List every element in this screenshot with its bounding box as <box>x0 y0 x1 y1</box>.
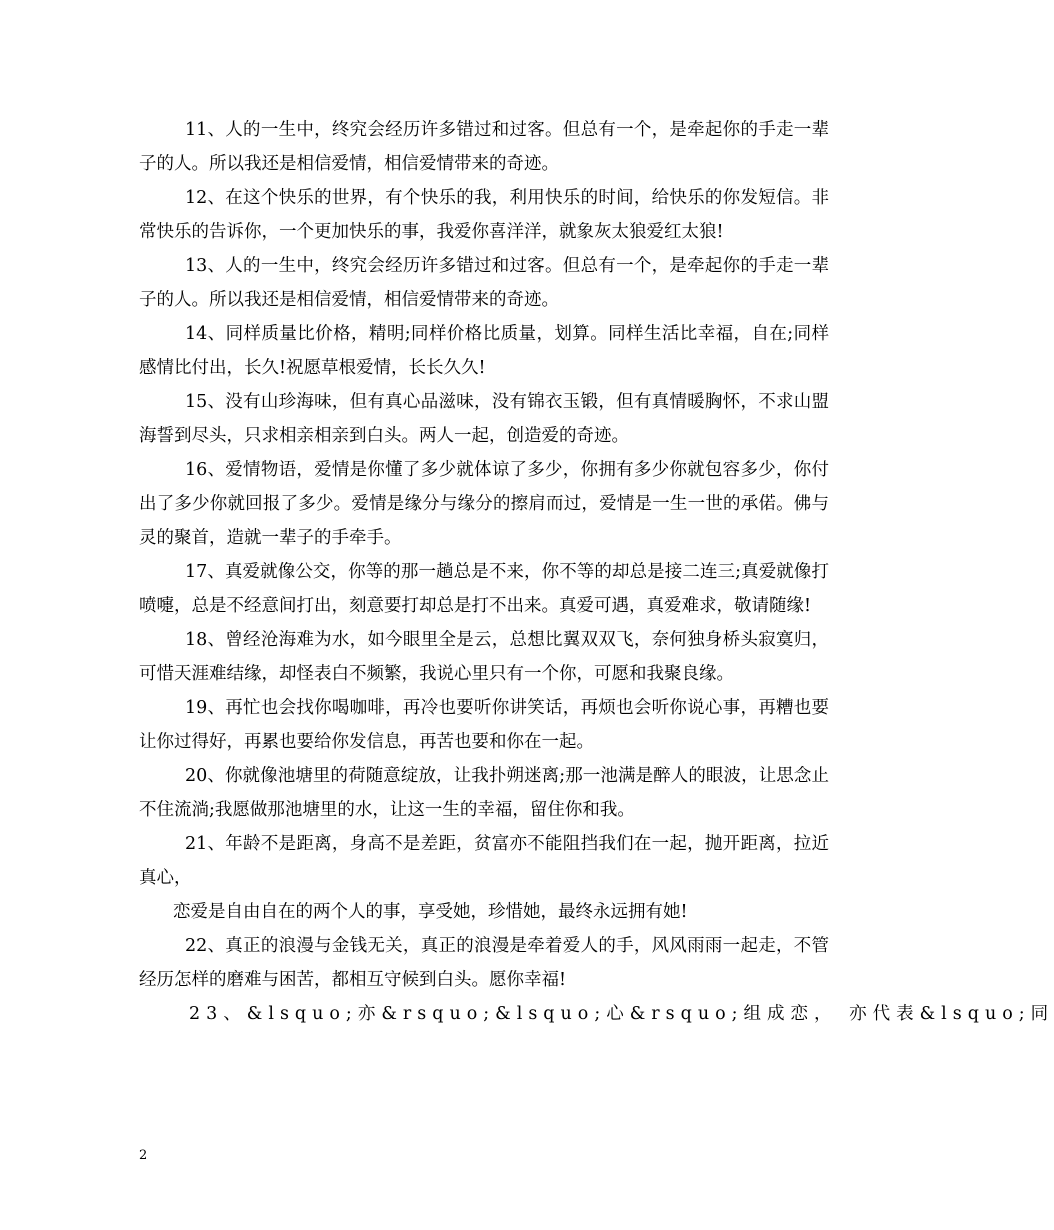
paragraph-14: 14、同样质量比价格，精明;同样价格比质量，划算。同样生活比幸福，自在;同样感情比付出，长久!祝愿草根爱情，长长久久! <box>139 324 829 378</box>
paragraph-23: 23、&lsquo;亦&rsquo;&lsquo;心&rsquo;组成恋， 亦代表&lsquo;同 <box>189 1004 1054 1024</box>
paragraph-19: 19、再忙也会找你喝咖啡，再冷也要听你讲笑话，再烦也会听你说心事，再糟也要让你过得好，再累也要给你发信息，再苦也要和你在一起。 <box>139 698 829 752</box>
paragraph-20: 20、你就像池塘里的荷随意绽放，让我扑朔迷离;那一池满是醉人的眼波，让思念止不住流淌;我愿做那池塘里的水，让这一生的幸福，留住你和我。 <box>139 766 829 820</box>
paragraph-12: 12、在这个快乐的世界，有个快乐的我，利用快乐的时间，给快乐的你发短信。非常快乐的告诉你，一个更加快乐的事，我爱你喜洋洋，就象灰太狼爱红太狼! <box>139 188 829 242</box>
paragraph-21-continued: 恋爱是自由自在的两个人的事，享受她，珍惜她，最终永远拥有她! <box>173 902 688 922</box>
paragraph-11: 11、人的一生中，终究会经历许多错过和过客。但总有一个，是牵起你的手走一辈子的人。所以我还是相信爱情，相信爱情带来的奇迹。 <box>139 120 829 174</box>
paragraph-21: 21、年龄不是距离，身高不是差距，贫富亦不能阻挡我们在一起，抛开距离，拉近真心， <box>139 834 829 888</box>
paragraph-18: 18、曾经沧海难为水，如今眼里全是云，总想比翼双双飞，奈何独身桥头寂寞归，可惜天涯难结缘，却怪表白不频繁，我说心里只有一个你，可愿和我聚良缘。 <box>139 630 829 684</box>
paragraph-17: 17、真爱就像公交，你等的那一趟总是不来，你不等的却总是接二连三;真爱就像打喷嚏，总是不经意间打出，刻意要打却总是打不出来。真爱可遇，真爱难求，敬请随缘! <box>139 562 829 616</box>
document-body <box>139 113 1054 1031</box>
paragraph-22: 22、真正的浪漫与金钱无关，真正的浪漫是牵着爱人的手，风风雨雨一起走，不管经历怎样的磨难与困苦，都相互守候到白头。愿你幸福! <box>139 936 829 990</box>
paragraph-16: 16、爱情物语，爱情是你懂了多少就体谅了多少，你拥有多少你就包容多少，你付出了多少你就回报了多少。爱情是缘分与缘分的擦肩而过，爱情是一生一世的承偌。佛与灵的聚首，造就一辈子的手牵手。 <box>139 460 829 548</box>
paragraph-15: 15、没有山珍海味，但有真心品滋味，没有锦衣玉锻，但有真情暖胸怀，不求山盟海誓到尽头，只求相亲相亲到白头。两人一起，创造爱的奇迹。 <box>139 392 829 446</box>
page-number: 2 <box>139 1148 148 1163</box>
paragraph-13: 13、人的一生中，终究会经历许多错过和过客。但总有一个，是牵起你的手走一辈子的人。所以我还是相信爱情，相信爱情带来的奇迹。 <box>139 256 829 310</box>
